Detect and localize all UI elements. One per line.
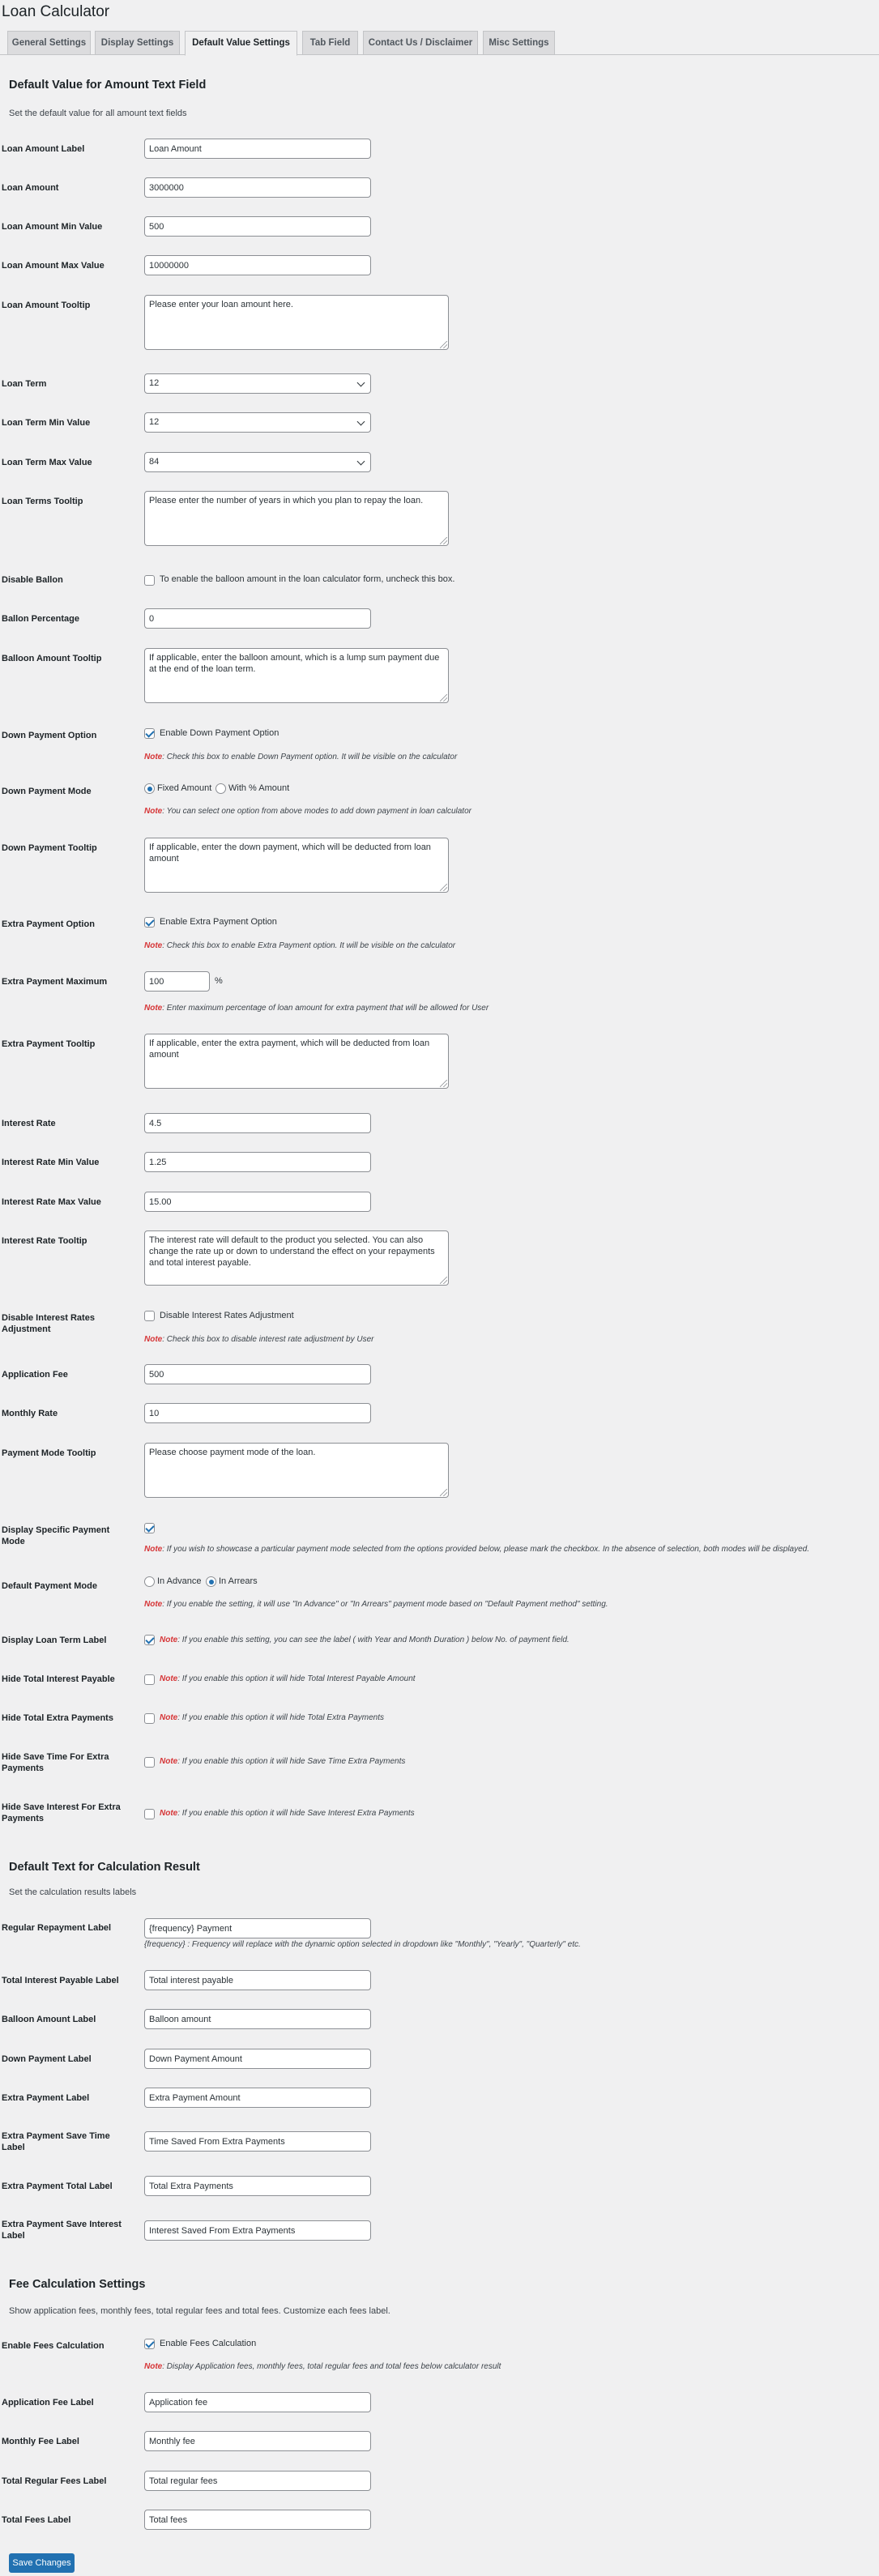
total-fees-label-label: Total Fees Label <box>2 2515 71 2525</box>
monthly-rate-label: Monthly Rate <box>2 1409 58 1418</box>
display-loan-term-label-checkbox[interactable] <box>144 1635 155 1645</box>
with-percent-amount-radio[interactable] <box>215 783 226 794</box>
display-loan-term-label-note <box>160 1636 570 1644</box>
hide-total-interest-note-text: : If you enable this option it will hide Total Interest Payable Amount <box>177 1674 416 1683</box>
hide-save-interest-label: Hide Save Interest For Extra Payments <box>2 1802 121 1823</box>
down-payment-option-note-text: : Check this box to enable Down Payment option. It will be visible on the calculator <box>162 753 458 761</box>
balloon-amount-label-input[interactable] <box>144 2009 371 2029</box>
interest-rate-input[interactable] <box>144 1113 371 1133</box>
extra-payment-option-label: Extra Payment Option <box>2 919 95 929</box>
enable-fees-note-text: : Display Application fees, monthly fees, total regular fees and total fees below calculator result <box>162 2362 501 2371</box>
resize-grip-icon[interactable] <box>440 1489 447 1496</box>
extra-save-time-label-label: Extra Payment Save Time Label <box>2 2131 110 2152</box>
total-interest-label-label: Total Interest Payable Label <box>2 1976 119 1985</box>
extra-payment-max-note-text: : Enter maximum percentage of loan amount for extra payment that will be allowed for User <box>162 1004 489 1013</box>
down-payment-tooltip-text: If applicable, enter the down payment, which will be deducted from loan amount <box>149 842 431 864</box>
interest-rate-max-label: Interest Rate Max Value <box>2 1197 101 1207</box>
down-payment-mode-label: Down Payment Mode <box>2 787 92 796</box>
save-changes-button[interactable]: Save Changes <box>9 2553 75 2573</box>
payment-mode-tooltip-label: Payment Mode Tooltip <box>2 1448 96 1458</box>
page-title: Loan Calculator <box>2 3 110 20</box>
extra-save-interest-label-label: Extra Payment Save Interest Label <box>2 2220 122 2241</box>
regular-repayment-label-input[interactable] <box>144 1918 371 1938</box>
interest-rate-label: Interest Rate <box>2 1119 56 1128</box>
disable-balloon-checkbox[interactable] <box>144 575 155 586</box>
resize-grip-icon[interactable] <box>440 694 447 702</box>
settings-tabs <box>0 29 879 55</box>
down-payment-label-input[interactable] <box>144 2049 371 2069</box>
note-prefix: Note <box>144 753 163 761</box>
enable-fees-checkbox[interactable] <box>144 2339 155 2349</box>
note-prefix: Note <box>144 807 163 816</box>
loan-term-min-selected-value: 12 <box>149 417 160 427</box>
interest-rate-tooltip-text: The interest rate will default to the product you selected. You can also change the rate up or down to understand the effect on your repayments and total interest payable. <box>149 1235 435 1268</box>
extra-payment-label-label: Extra Payment Label <box>2 2093 90 2103</box>
extra-payment-max-label: Extra Payment Maximum <box>2 977 108 987</box>
note-prefix: Note <box>144 2362 163 2371</box>
down-payment-option-text: Enable Down Payment Option <box>160 728 279 738</box>
in-arrears-option: In Arrears <box>219 1576 258 1586</box>
payment-mode-tooltip-textarea[interactable] <box>144 1443 449 1498</box>
total-fees-label-input[interactable] <box>144 2510 371 2530</box>
disable-interest-adj-label: Disable Interest Rates Adjustment <box>2 1313 95 1334</box>
extra-payment-option-text: Enable Extra Payment Option <box>160 917 277 927</box>
loan-term-selected-value: 12 <box>149 378 160 388</box>
loan-term-max-select[interactable] <box>144 452 371 472</box>
display-loan-term-label-label: Display Loan Term Label <box>2 1636 107 1645</box>
loan-amount-tooltip-label: Loan Amount Tooltip <box>2 301 91 310</box>
extra-payment-tooltip-textarea[interactable] <box>144 1034 449 1089</box>
note-prefix: Note <box>160 1809 178 1818</box>
extra-payment-max-note <box>144 1004 489 1013</box>
in-advance-option: In Advance <box>157 1576 202 1586</box>
extra-payment-tooltip-text: If applicable, enter the extra payment, which will be deducted from loan amount <box>149 1039 430 1060</box>
loan-amount-max-label: Loan Amount Max Value <box>2 261 105 271</box>
resize-grip-icon[interactable] <box>440 884 447 891</box>
hide-total-interest-checkbox[interactable] <box>144 1674 155 1685</box>
application-fee-label: Application Fee <box>2 1370 68 1380</box>
down-payment-option-label: Down Payment Option <box>2 731 97 740</box>
note-prefix: Note <box>144 1600 163 1609</box>
interest-rate-tooltip-label: Interest Rate Tooltip <box>2 1236 87 1246</box>
regular-repayment-note: {frequency} : Frequency will replace with the dynamic option selected in dropdown like "Monthly", "Yearly", "Quarterly" etc. <box>144 1940 581 1949</box>
display-specific-mode-note <box>144 1545 809 1554</box>
balloon-tooltip-textarea[interactable] <box>144 648 449 703</box>
down-payment-tooltip-label: Down Payment Tooltip <box>2 843 97 853</box>
chevron-down-icon <box>357 458 365 466</box>
display-specific-mode-checkbox[interactable] <box>144 1523 155 1533</box>
down-payment-mode-note <box>144 807 472 816</box>
payment-mode-tooltip-text: Please choose payment mode of the loan. <box>149 1448 316 1457</box>
balloon-tooltip-label: Balloon Amount Tooltip <box>2 654 102 663</box>
note-prefix: Note <box>160 1757 178 1766</box>
loan-amount-tooltip-textarea[interactable] <box>144 295 449 350</box>
resize-grip-icon[interactable] <box>440 1080 447 1087</box>
loan-term-select[interactable] <box>144 373 371 394</box>
section-desc-amount: Set the default value for all amount text fields <box>9 109 187 118</box>
loan-term-min-label: Loan Term Min Value <box>2 418 91 428</box>
total-interest-label-input[interactable] <box>144 1970 371 1990</box>
tab-contact-us-disclaimer[interactable]: Contact Us / Disclaimer <box>363 31 478 55</box>
chevron-down-icon <box>357 379 365 387</box>
tab-general-settings[interactable]: General Settings <box>7 31 91 55</box>
loan-amount-min-label: Loan Amount Min Value <box>2 222 103 232</box>
hide-total-extra-note <box>160 1713 384 1722</box>
disable-balloon-label: Disable Ballon <box>2 575 63 585</box>
section-desc-fees: Show application fees, monthly fees, total regular fees and total fees. Customize each fees label. <box>9 2306 390 2316</box>
loan-term-label: Loan Term <box>2 379 47 389</box>
interest-rate-min-label: Interest Rate Min Value <box>2 1158 100 1167</box>
fixed-amount-option: Fixed Amount <box>157 783 212 793</box>
down-payment-mode-note-text: : You can select one option from above modes to add down payment in loan calculator <box>162 807 472 816</box>
loan-term-max-selected-value: 84 <box>149 457 160 467</box>
hide-save-interest-note-text: : If you enable this option it will hide Save Interest Extra Payments <box>177 1809 415 1818</box>
loan-amount-label-label: Loan Amount Label <box>2 144 85 154</box>
hide-save-time-label: Hide Save Time For Extra Payments <box>2 1752 109 1773</box>
resize-grip-icon[interactable] <box>440 341 447 348</box>
extra-payment-label-input[interactable] <box>144 2088 371 2108</box>
note-prefix: Note <box>144 1335 163 1344</box>
display-loan-term-label-note-text: : If you enable this setting, you can see the label ( with Year and Month Duration ) below No. of payment field. <box>177 1636 570 1644</box>
in-advance-radio[interactable] <box>144 1576 155 1587</box>
down-payment-option-checkbox[interactable] <box>144 728 155 739</box>
fixed-amount-radio[interactable] <box>144 783 155 794</box>
interest-rate-min-input[interactable] <box>144 1152 371 1172</box>
tab-default-value-settings[interactable]: Default Value Settings <box>185 31 297 56</box>
interest-rate-tooltip-textarea[interactable] <box>144 1230 449 1286</box>
application-fee-label-input[interactable] <box>144 2392 371 2412</box>
hide-total-interest-note <box>160 1674 416 1683</box>
tab-tab-field[interactable]: Tab Field <box>302 31 358 55</box>
loan-terms-tooltip-textarea[interactable] <box>144 491 449 546</box>
loan-amount-max-input[interactable] <box>144 255 371 275</box>
extra-save-time-label-input[interactable] <box>144 2131 371 2152</box>
ballon-percentage-label: Ballon Percentage <box>2 614 79 624</box>
balloon-amount-label-label: Balloon Amount Label <box>2 2015 96 2024</box>
percent-unit: % <box>215 976 223 986</box>
note-prefix: Note <box>160 1713 178 1722</box>
loan-term-min-select[interactable] <box>144 412 371 433</box>
note-prefix: Note <box>144 941 163 950</box>
section-title-result: Default Text for Calculation Result <box>9 1861 200 1874</box>
ballon-percentage-input[interactable] <box>144 608 371 629</box>
down-payment-label-label: Down Payment Label <box>2 2054 92 2064</box>
enable-fees-option: Enable Fees Calculation <box>160 2339 257 2348</box>
extra-payment-option-note <box>144 941 455 950</box>
hide-total-extra-label: Hide Total Extra Payments <box>2 1713 113 1723</box>
monthly-fee-label-input[interactable] <box>144 2431 371 2451</box>
default-payment-mode-note <box>144 1600 608 1609</box>
loan-terms-tooltip-label: Loan Terms Tooltip <box>2 497 83 506</box>
loan-amount-min-input[interactable] <box>144 216 371 237</box>
display-specific-mode-label: Display Specific Payment Mode <box>2 1525 110 1546</box>
loan-amount-label-input[interactable] <box>144 139 371 159</box>
in-arrears-radio[interactable] <box>206 1576 216 1587</box>
tab-misc-settings[interactable]: Misc Settings <box>483 31 555 55</box>
disable-balloon-option: To enable the balloon amount in the loan calculator form, uncheck this box. <box>160 574 455 584</box>
disable-interest-adj-note <box>144 1335 373 1344</box>
hide-total-interest-label: Hide Total Interest Payable <box>2 1674 115 1684</box>
balloon-tooltip-text: If applicable, enter the balloon amount, which is a lump sum payment due at the end of the loan term. <box>149 653 440 674</box>
enable-fees-label: Enable Fees Calculation <box>2 2341 105 2351</box>
disable-interest-adj-option: Disable Interest Rates Adjustment <box>160 1311 294 1320</box>
hide-save-time-note <box>160 1757 405 1766</box>
section-title-fees: Fee Calculation Settings <box>9 2278 146 2291</box>
disable-interest-adj-checkbox[interactable] <box>144 1311 155 1321</box>
hide-save-time-checkbox[interactable] <box>144 1757 155 1768</box>
with-percent-amount-option: With % Amount <box>228 783 290 793</box>
loan-amount-input[interactable] <box>144 177 371 198</box>
extra-payment-option-checkbox[interactable] <box>144 917 155 928</box>
note-prefix: Note <box>160 1636 178 1644</box>
tab-display-settings[interactable]: Display Settings <box>95 31 180 55</box>
loan-amount-label: Loan Amount <box>2 183 59 193</box>
loan-amount-tooltip-text: Please enter your loan amount here. <box>149 300 293 309</box>
total-regular-fees-label-input[interactable] <box>144 2471 371 2491</box>
extra-payment-option-note-text: : Check this box to enable Extra Payment option. It will be visible on the calculator <box>162 941 456 950</box>
resize-grip-icon[interactable] <box>440 1277 447 1284</box>
application-fee-input[interactable] <box>144 1364 371 1384</box>
note-prefix: Note <box>160 1674 178 1683</box>
regular-repayment-label-label: Regular Repayment Label <box>2 1923 112 1933</box>
hide-save-interest-checkbox[interactable] <box>144 1809 155 1819</box>
default-payment-mode-note-text: : If you enable the setting, it will use "In Advance" or "In Arrears" payment mode based on "Default Payment method" setting. <box>162 1600 608 1609</box>
loan-terms-tooltip-text: Please enter the number of years in which you plan to repay the loan. <box>149 496 424 505</box>
default-payment-mode-label: Default Payment Mode <box>2 1581 97 1591</box>
disable-interest-adj-note-text: : Check this box to disable interest rate adjustment by User <box>162 1335 374 1344</box>
section-desc-result: Set the calculation results labels <box>9 1887 137 1897</box>
total-regular-fees-label-label: Total Regular Fees Label <box>2 2476 107 2486</box>
extra-payment-tooltip-label: Extra Payment Tooltip <box>2 1039 96 1049</box>
enable-fees-note <box>144 2362 501 2371</box>
section-title-amount: Default Value for Amount Text Field <box>9 79 207 92</box>
hide-save-time-note-text: : If you enable this option it will hide Save Time Extra Payments <box>177 1757 406 1766</box>
display-specific-mode-note-text: : If you wish to showcase a particular payment mode selected from the options provided below, please mark the checkbox. In the absence of selection, both modes will be displayed. <box>162 1545 810 1554</box>
note-prefix: Note <box>144 1004 163 1013</box>
extra-payment-max-input[interactable] <box>144 971 210 992</box>
extra-save-interest-label-input[interactable] <box>144 2220 371 2241</box>
down-payment-option-note <box>144 753 457 761</box>
extra-total-label-input[interactable] <box>144 2176 371 2196</box>
chevron-down-icon <box>357 418 365 426</box>
monthly-fee-label-label: Monthly Fee Label <box>2 2437 79 2446</box>
loan-term-max-label: Loan Term Max Value <box>2 458 92 467</box>
monthly-rate-input[interactable] <box>144 1403 371 1423</box>
application-fee-label-label: Application Fee Label <box>2 2398 94 2408</box>
resize-grip-icon[interactable] <box>440 537 447 544</box>
interest-rate-max-input[interactable] <box>144 1192 371 1212</box>
hide-total-extra-checkbox[interactable] <box>144 1713 155 1724</box>
hide-save-interest-note <box>160 1809 415 1818</box>
extra-total-label-label: Extra Payment Total Label <box>2 2181 113 2191</box>
note-prefix: Note <box>144 1545 163 1554</box>
hide-total-extra-note-text: : If you enable this option it will hide Total Extra Payments <box>177 1713 384 1722</box>
down-payment-tooltip-textarea[interactable] <box>144 838 449 893</box>
